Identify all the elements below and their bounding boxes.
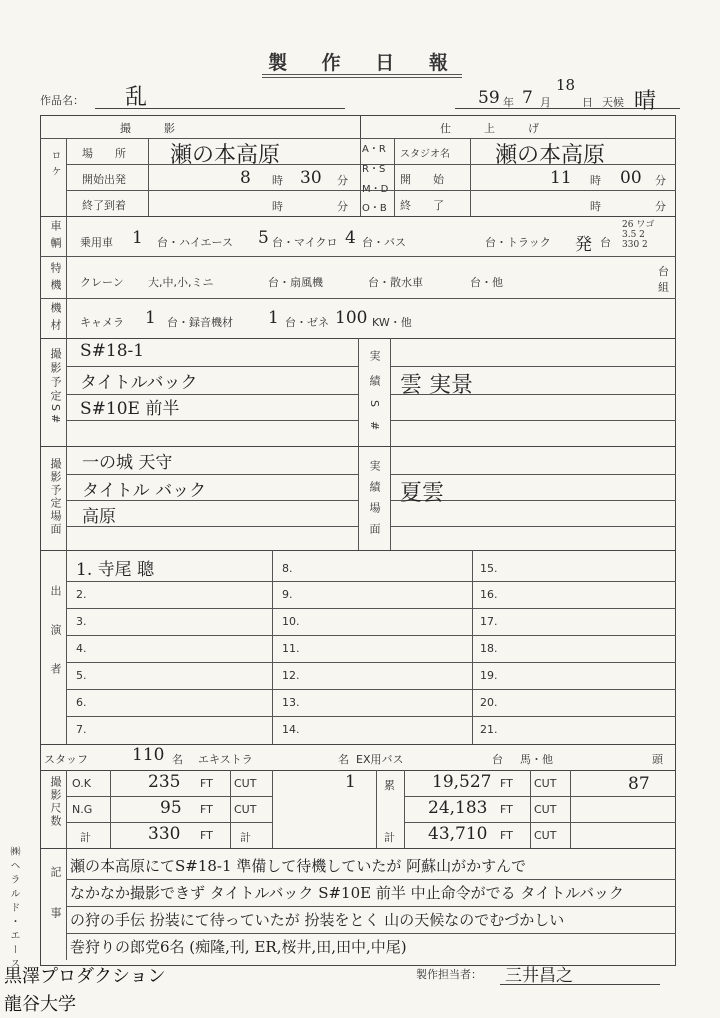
finish-label: 終 了 (400, 199, 444, 212)
section-shiage: 仕 上 げ (440, 122, 539, 135)
cast-side: 出演者 (49, 585, 62, 702)
start-hour: 8 (240, 168, 251, 188)
title-underline (262, 74, 462, 75)
start-label: 開始出発 (82, 173, 126, 186)
film-side: 撮影尺数 (49, 776, 62, 828)
producer-label: 製作担当者： (416, 968, 482, 981)
begin-hour: 11 (550, 168, 572, 188)
location-side: ロケ (49, 150, 60, 182)
notes-text: 瀬の本高原にてS#18-1 準備して待機していたが 阿蘇山がかすんで なかなか撮影できず タイトルバック S#10E 前半 中止命令がでる タイトルバック の狩の手伝 扮装にて待っていたが 扮装をとく 山の天候なのでむづかしい 巻狩りの郎党6名 (痴隆,刊, ER,桜井,田,田中,中尾) (70, 857, 625, 956)
watermark-university: 龍谷大学 (4, 994, 76, 1015)
notes-side: 記事 (49, 866, 62, 948)
date-year: 59 (478, 88, 500, 108)
studio-value: 瀬の本高原 (495, 143, 606, 168)
begin-label: 開 始 (400, 173, 444, 186)
page-title: 製 作 日 報 (268, 52, 462, 74)
work-label: 作品名： (40, 94, 84, 107)
day-unit: 日 (582, 96, 593, 109)
place-label: 場 所 (82, 147, 126, 160)
section-satsuei: 撮 影 (120, 122, 175, 135)
places-side: 撮影予定場面 (49, 458, 62, 536)
start-min: 30 (300, 168, 322, 188)
studio-label: スタジオ名 (400, 149, 450, 160)
begin-min: 00 (620, 168, 642, 188)
year-unit: 年 (503, 96, 514, 109)
weather-value: 晴 (634, 89, 657, 114)
producer-name: 三井昌之 (505, 966, 573, 986)
company-name: ㈱ヘラルド・エース (8, 846, 19, 972)
watermark-production: 黒澤プロダクション (4, 966, 166, 987)
end-label: 終了到着 (82, 199, 126, 212)
special-side: 特機 (49, 262, 62, 296)
title-underline-2 (262, 77, 462, 78)
vehicles-side: 車輌 (49, 220, 62, 254)
weather-label: 天候 (602, 96, 624, 109)
place-value: 瀬の本高原 (170, 143, 281, 168)
schedule-side: 撮影予定S# (49, 348, 62, 427)
work-value: 乱 (125, 85, 148, 110)
month-unit: 月 (540, 96, 551, 109)
date-day: 18 (556, 76, 576, 94)
equipment-side: 機材 (49, 302, 62, 336)
date-month: 7 (522, 88, 533, 108)
